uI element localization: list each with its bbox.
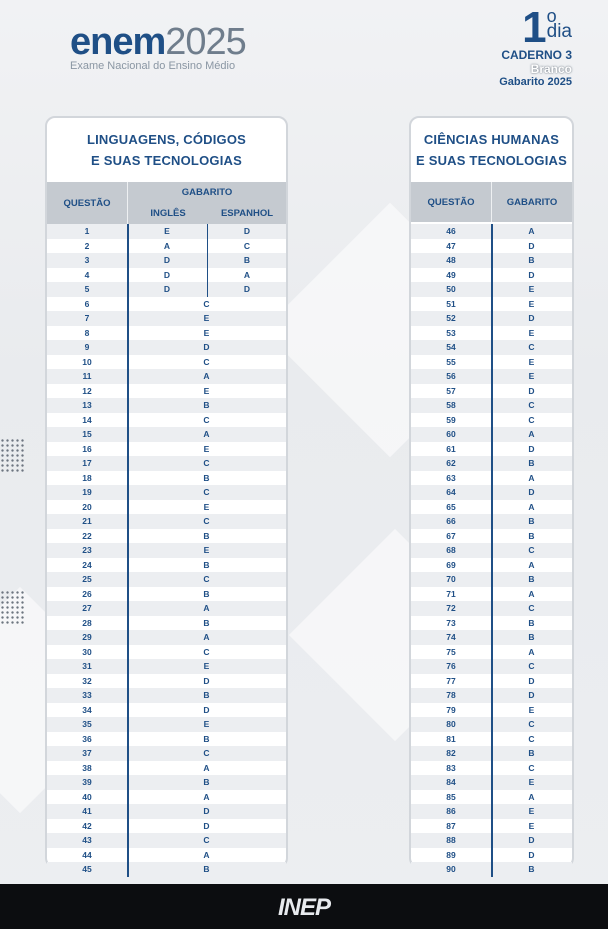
question-number: 12 bbox=[82, 385, 92, 396]
answer-letter: B bbox=[528, 255, 535, 266]
answer-letter: B bbox=[203, 733, 210, 744]
question-number: 52 bbox=[446, 313, 456, 324]
table-row bbox=[47, 833, 286, 848]
table-row bbox=[47, 775, 286, 790]
question-number: 83 bbox=[446, 762, 456, 773]
table-row bbox=[47, 398, 286, 413]
question-number: 51 bbox=[446, 298, 456, 309]
answer-letter: C bbox=[203, 487, 210, 498]
table-row bbox=[47, 862, 286, 877]
question-number: 32 bbox=[82, 675, 92, 686]
question-number: 70 bbox=[446, 574, 456, 585]
question-number: 40 bbox=[82, 791, 92, 802]
answer-letter: C bbox=[528, 733, 535, 744]
question-number: 46 bbox=[446, 226, 456, 237]
table-row bbox=[47, 543, 286, 558]
question-number: 90 bbox=[446, 864, 456, 875]
day-label: dia bbox=[546, 21, 572, 42]
question-number: 21 bbox=[82, 516, 92, 527]
answer-letter: E bbox=[203, 501, 210, 512]
answer-letter: D bbox=[528, 443, 535, 454]
question-number: 13 bbox=[82, 400, 92, 411]
day-number: 1 bbox=[522, 3, 547, 52]
answer-letter: B bbox=[203, 690, 210, 701]
panel-title-line: LINGUAGENS, CÓDIGOS bbox=[86, 132, 247, 147]
answer-letter: B bbox=[203, 588, 210, 599]
language-subheaders bbox=[128, 202, 286, 224]
question-number: 30 bbox=[82, 646, 92, 657]
question-number: 68 bbox=[446, 545, 456, 556]
question-number: 38 bbox=[82, 762, 92, 773]
answer-letter: D bbox=[528, 690, 535, 701]
answer-letter: A bbox=[203, 603, 210, 614]
answer-letter: B bbox=[203, 864, 210, 875]
question-number: 48 bbox=[446, 255, 456, 266]
column-divider bbox=[127, 224, 129, 877]
table-row bbox=[47, 703, 286, 718]
question-number: 72 bbox=[446, 603, 456, 614]
answer-letter: E bbox=[203, 313, 210, 324]
table-row bbox=[47, 326, 286, 341]
english-answer: D bbox=[127, 282, 208, 297]
question-number: 79 bbox=[446, 704, 456, 715]
column-group-answer-key bbox=[128, 182, 286, 224]
question-number: 65 bbox=[446, 501, 456, 512]
answer-letter: E bbox=[528, 327, 535, 338]
table-row bbox=[47, 384, 286, 399]
table-row bbox=[47, 514, 286, 529]
question-number: 55 bbox=[446, 356, 456, 367]
answer-letter: A bbox=[528, 472, 535, 483]
question-number: 8 bbox=[84, 327, 90, 338]
question-number: 86 bbox=[446, 806, 456, 817]
column-divider bbox=[491, 224, 493, 877]
table-row bbox=[47, 616, 286, 631]
answer-letter: B bbox=[203, 777, 210, 788]
column-header-question: QUESTÃO bbox=[47, 182, 128, 224]
question-number: 87 bbox=[446, 820, 456, 831]
question-number: 14 bbox=[82, 414, 92, 425]
answer-key-year: Gabarito 2025 bbox=[499, 76, 572, 88]
table-row bbox=[47, 369, 286, 384]
answer-letter: B bbox=[203, 400, 210, 411]
question-number: 82 bbox=[446, 748, 456, 759]
answer-letter: A bbox=[528, 791, 535, 802]
question-number: 84 bbox=[446, 777, 456, 788]
answer-letter: A bbox=[203, 849, 210, 860]
logo-bold-text: enem bbox=[70, 21, 166, 63]
answer-letter: B bbox=[528, 458, 535, 469]
left-table-body bbox=[47, 224, 286, 877]
answer-letter: B bbox=[203, 530, 210, 541]
table-row bbox=[47, 471, 286, 486]
question-number: 80 bbox=[446, 719, 456, 730]
answer-letter: C bbox=[528, 661, 535, 672]
table-row bbox=[47, 442, 286, 457]
table-row bbox=[47, 311, 286, 326]
answer-letter: E bbox=[528, 777, 535, 788]
table-row bbox=[47, 790, 286, 805]
table-row bbox=[47, 427, 286, 442]
answer-letter: D bbox=[203, 342, 210, 353]
answer-letter: D bbox=[203, 820, 210, 831]
question-number: 31 bbox=[82, 661, 92, 672]
answer-letter: E bbox=[528, 298, 535, 309]
question-number: 45 bbox=[82, 864, 92, 875]
question-number: 47 bbox=[446, 240, 456, 251]
enem-logo bbox=[70, 22, 246, 72]
column-header-question: QUESTÃO bbox=[411, 182, 492, 222]
question-number: 29 bbox=[82, 632, 92, 643]
question-number: 39 bbox=[82, 777, 92, 788]
table-row bbox=[47, 732, 286, 747]
question-number: 81 bbox=[446, 733, 456, 744]
question-number: 64 bbox=[446, 487, 456, 498]
question-number: 7 bbox=[84, 313, 90, 324]
question-number: 78 bbox=[446, 690, 456, 701]
panel-title-line: CIÊNCIAS HUMANAS bbox=[423, 132, 560, 147]
question-number: 89 bbox=[446, 849, 456, 860]
question-number: 33 bbox=[82, 690, 92, 701]
question-number: 77 bbox=[446, 675, 456, 686]
dot-pattern bbox=[0, 590, 26, 624]
booklet-tag bbox=[452, 3, 572, 88]
table-row bbox=[47, 746, 286, 761]
humanities-answer-panel bbox=[409, 116, 574, 875]
answer-letter: B bbox=[528, 632, 535, 643]
table-row bbox=[47, 601, 286, 616]
table-row bbox=[47, 688, 286, 703]
answer-letter: E bbox=[528, 371, 535, 382]
question-number: 26 bbox=[82, 588, 92, 599]
table-row bbox=[47, 282, 286, 297]
answer-letter: C bbox=[203, 646, 210, 657]
table-row bbox=[47, 645, 286, 660]
question-number: 62 bbox=[446, 458, 456, 469]
answer-letter: C bbox=[203, 835, 210, 846]
answer-letter: C bbox=[203, 458, 210, 469]
answer-letter: E bbox=[203, 443, 210, 454]
table-row bbox=[47, 659, 286, 674]
table-row bbox=[47, 674, 286, 689]
answer-letter: C bbox=[203, 574, 210, 585]
answer-letter: C bbox=[528, 719, 535, 730]
question-number: 9 bbox=[84, 342, 90, 353]
question-number: 60 bbox=[446, 429, 456, 440]
answer-letter: D bbox=[528, 675, 535, 686]
answer-letter: E bbox=[528, 704, 535, 715]
question-number: 76 bbox=[446, 661, 456, 672]
question-number: 34 bbox=[82, 704, 92, 715]
question-number: 18 bbox=[82, 472, 92, 483]
answer-letter: E bbox=[203, 327, 210, 338]
question-number: 27 bbox=[82, 603, 92, 614]
answer-letter: A bbox=[203, 632, 210, 643]
column-header-answer-key: GABARITO bbox=[506, 196, 558, 208]
question-number: 1 bbox=[84, 226, 90, 237]
question-number: 75 bbox=[446, 646, 456, 657]
table-row bbox=[47, 848, 286, 863]
question-number: 67 bbox=[446, 530, 456, 541]
answer-letter: C bbox=[528, 603, 535, 614]
question-number: 42 bbox=[82, 820, 92, 831]
column-header-english: INGLÊS bbox=[150, 207, 186, 219]
answer-letter: E bbox=[203, 385, 210, 396]
question-number: 61 bbox=[446, 443, 456, 454]
table-row bbox=[47, 761, 286, 776]
answer-letter: A bbox=[528, 646, 535, 657]
answer-letter: B bbox=[528, 574, 535, 585]
answer-letter: C bbox=[528, 400, 535, 411]
question-number: 5 bbox=[84, 284, 90, 295]
answer-letter: B bbox=[203, 559, 210, 570]
table-row bbox=[47, 804, 286, 819]
table-row bbox=[47, 413, 286, 428]
answer-letter: D bbox=[203, 806, 210, 817]
question-number: 88 bbox=[446, 835, 456, 846]
answer-letter: A bbox=[528, 588, 535, 599]
answer-letter: C bbox=[203, 298, 210, 309]
answer-letter: A bbox=[203, 371, 210, 382]
question-number: 57 bbox=[446, 385, 456, 396]
table-row bbox=[47, 819, 286, 834]
table-row bbox=[47, 239, 286, 254]
question-number: 17 bbox=[82, 458, 92, 469]
question-number: 36 bbox=[82, 733, 92, 744]
answer-letter: E bbox=[203, 545, 210, 556]
question-number: 63 bbox=[446, 472, 456, 483]
answer-letter: B bbox=[528, 516, 535, 527]
question-number: 43 bbox=[82, 835, 92, 846]
answer-letter: E bbox=[203, 661, 210, 672]
question-number: 2 bbox=[84, 240, 90, 251]
question-number: 3 bbox=[84, 255, 90, 266]
logo-year: 2025 bbox=[165, 21, 246, 63]
table-row bbox=[47, 268, 286, 283]
answer-letter: D bbox=[528, 835, 535, 846]
question-number: 50 bbox=[446, 284, 456, 295]
answer-letter: E bbox=[528, 356, 535, 367]
table-header bbox=[411, 182, 572, 222]
booklet-number: CADERNO 3 bbox=[501, 48, 572, 62]
question-number: 66 bbox=[446, 516, 456, 527]
answer-letter: A bbox=[203, 762, 210, 773]
question-number: 71 bbox=[446, 588, 456, 599]
answer-letter: D bbox=[528, 240, 535, 251]
question-number: 53 bbox=[446, 327, 456, 338]
answer-letter: E bbox=[203, 719, 210, 730]
day-ordinal: o bbox=[546, 6, 557, 26]
logo-subtitle: Exame Nacional do Ensino Médio bbox=[70, 60, 236, 72]
answer-letter: B bbox=[528, 530, 535, 541]
inep-logo: INEP bbox=[277, 894, 330, 921]
panel-title bbox=[47, 118, 286, 182]
question-number: 69 bbox=[446, 559, 456, 570]
answer-letter: C bbox=[203, 356, 210, 367]
table-row bbox=[47, 355, 286, 370]
answer-letter: D bbox=[528, 269, 535, 280]
column-header-answer-key: GABARITO bbox=[181, 186, 233, 198]
question-number: 59 bbox=[446, 414, 456, 425]
answer-letter: E bbox=[528, 820, 535, 831]
spanish-answer: D bbox=[243, 226, 251, 237]
table-row bbox=[47, 253, 286, 268]
answer-letter: A bbox=[528, 559, 535, 570]
table-row bbox=[47, 340, 286, 355]
answer-letter: C bbox=[528, 762, 535, 773]
question-number: 15 bbox=[82, 429, 92, 440]
table-row bbox=[47, 485, 286, 500]
question-number: 49 bbox=[446, 269, 456, 280]
answer-letter: C bbox=[203, 748, 210, 759]
spanish-answer: A bbox=[243, 269, 251, 280]
question-number: 37 bbox=[82, 748, 92, 759]
column-header-spanish: ESPANHOL bbox=[220, 207, 274, 219]
languages-answer-panel bbox=[45, 116, 288, 875]
answer-letter: D bbox=[528, 313, 535, 324]
english-answer: D bbox=[127, 268, 208, 283]
answer-letter: A bbox=[203, 429, 210, 440]
english-answer: D bbox=[127, 253, 208, 268]
question-number: 58 bbox=[446, 400, 456, 411]
answer-letter: C bbox=[203, 414, 210, 425]
answer-letter: B bbox=[528, 617, 535, 628]
question-number: 54 bbox=[446, 342, 456, 353]
table-row bbox=[47, 717, 286, 732]
answer-letter: C bbox=[528, 545, 535, 556]
answer-letter: B bbox=[528, 864, 535, 875]
table-row bbox=[47, 630, 286, 645]
table-row bbox=[47, 558, 286, 573]
answer-letter: D bbox=[203, 675, 210, 686]
answer-letter: B bbox=[203, 472, 210, 483]
answer-letter: A bbox=[203, 791, 210, 802]
answer-letter: A bbox=[528, 226, 535, 237]
answer-letter: D bbox=[203, 704, 210, 715]
answer-letter: B bbox=[203, 617, 210, 628]
table-row bbox=[47, 587, 286, 602]
question-number: 24 bbox=[82, 559, 92, 570]
question-number: 41 bbox=[82, 806, 92, 817]
question-number: 44 bbox=[82, 849, 92, 860]
question-number: 20 bbox=[82, 501, 92, 512]
spanish-answer: D bbox=[243, 284, 251, 295]
answer-letter: B bbox=[528, 748, 535, 759]
answer-letter: A bbox=[528, 501, 535, 512]
question-number: 6 bbox=[84, 298, 90, 309]
question-number: 73 bbox=[446, 617, 456, 628]
panel-title-line: E SUAS TECNOLOGIAS bbox=[416, 153, 567, 168]
english-answer: E bbox=[127, 224, 208, 239]
question-number: 23 bbox=[82, 545, 92, 556]
table-header bbox=[47, 182, 286, 224]
answer-letter: D bbox=[528, 849, 535, 860]
question-number: 19 bbox=[82, 487, 92, 498]
question-number: 10 bbox=[82, 356, 92, 367]
question-number: 85 bbox=[446, 791, 456, 802]
question-number: 22 bbox=[82, 530, 92, 541]
spanish-answer: C bbox=[243, 240, 251, 251]
question-number: 35 bbox=[82, 719, 92, 730]
table-row bbox=[47, 456, 286, 471]
question-number: 28 bbox=[82, 617, 92, 628]
dot-pattern bbox=[0, 438, 26, 472]
question-number: 56 bbox=[446, 371, 456, 382]
answer-letter: C bbox=[528, 342, 535, 353]
panel-title bbox=[411, 118, 572, 182]
answer-letter: C bbox=[203, 516, 210, 527]
right-table-body bbox=[411, 224, 572, 877]
question-number: 4 bbox=[84, 269, 90, 280]
spanish-answer: B bbox=[243, 255, 251, 266]
english-answer: A bbox=[127, 239, 208, 254]
table-row bbox=[47, 500, 286, 515]
question-number: 16 bbox=[82, 443, 92, 454]
panel-title-line: E SUAS TECNOLOGIAS bbox=[91, 153, 242, 168]
answer-letter: C bbox=[528, 414, 535, 425]
question-number: 11 bbox=[82, 371, 92, 382]
question-number: 74 bbox=[446, 632, 456, 643]
answer-letter: E bbox=[528, 806, 535, 817]
table-row bbox=[47, 224, 286, 239]
table-row bbox=[47, 572, 286, 587]
table-row bbox=[47, 529, 286, 544]
table-row bbox=[47, 297, 286, 312]
question-number: 25 bbox=[82, 574, 92, 585]
answer-letter: D bbox=[528, 385, 535, 396]
booklet-color: Branco bbox=[530, 62, 572, 76]
answer-letter: D bbox=[528, 487, 535, 498]
answer-letter: A bbox=[528, 429, 535, 440]
answer-letter: E bbox=[528, 284, 535, 295]
